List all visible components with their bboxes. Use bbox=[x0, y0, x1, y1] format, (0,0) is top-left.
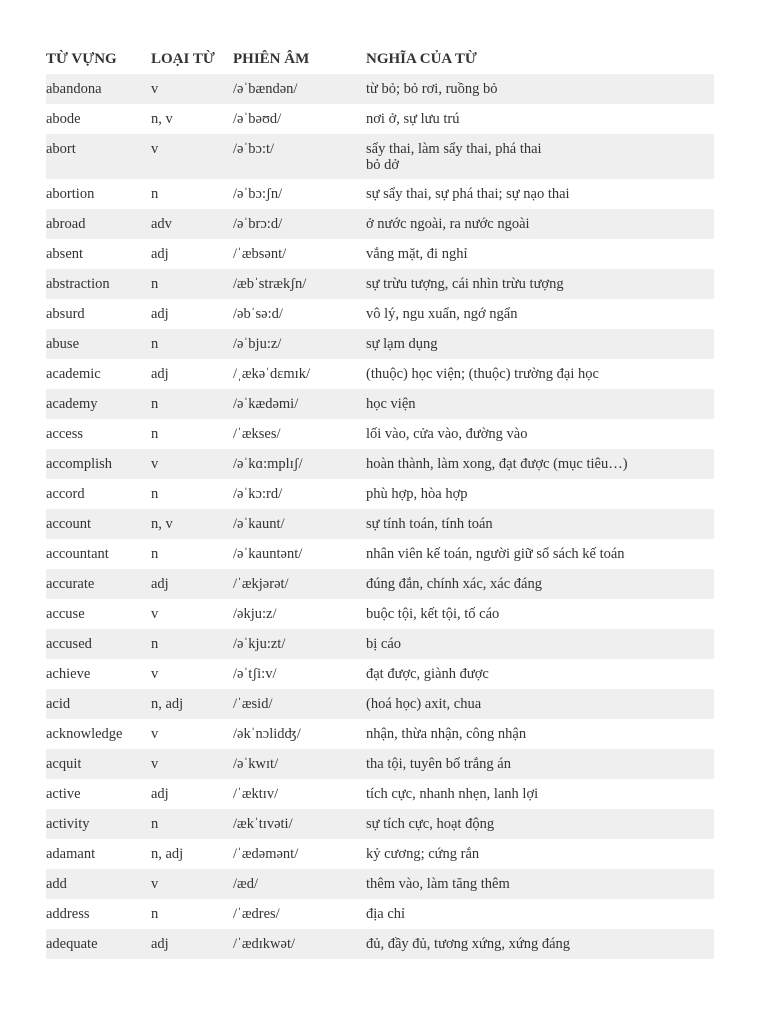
meaning-cell: nơi ở, sự lưu trú bbox=[366, 111, 460, 127]
meaning-cell: đạt được, giành được bbox=[366, 666, 489, 682]
pronunciation-cell: /əˈkju:zt/ bbox=[233, 629, 366, 659]
word-type-cell: v bbox=[151, 449, 233, 479]
word-type-cell: adj bbox=[151, 306, 169, 322]
pronunciation-cell: /ˈækses/ bbox=[233, 426, 281, 442]
pronunciation-cell: /ˈædres/ bbox=[233, 906, 280, 922]
word-type-cell: v bbox=[151, 869, 233, 899]
word-cell: acquit bbox=[46, 749, 151, 779]
word-type-cell: n bbox=[151, 486, 159, 502]
word-cell: absurd bbox=[46, 306, 85, 322]
pronunciation-cell: /əˈkædəmi/ bbox=[233, 389, 366, 419]
meaning-cell: ở nước ngoài, ra nước ngoài bbox=[366, 209, 714, 239]
meaning-cell: vắng mặt, đi nghỉ bbox=[366, 246, 468, 262]
word-type-cell: v bbox=[151, 749, 233, 779]
word-type-cell: adj bbox=[151, 366, 169, 382]
pronunciation-cell: /æd/ bbox=[233, 869, 366, 899]
word-cell: abode bbox=[46, 111, 81, 127]
table-row bbox=[46, 899, 714, 929]
table-row bbox=[46, 104, 714, 134]
word-type-cell: n bbox=[151, 389, 233, 419]
table-row bbox=[46, 134, 714, 179]
pronunciation-cell: /æbˈstrækʃn/ bbox=[233, 269, 366, 299]
pronunciation-cell: /ækˈtɪvəti/ bbox=[233, 809, 366, 839]
word-type-cell: v bbox=[151, 666, 159, 682]
meaning-cell: đúng đắn, chính xác, xác đáng bbox=[366, 569, 714, 599]
pronunciation-cell: /ˈækjərət/ bbox=[233, 569, 366, 599]
table-row bbox=[46, 719, 714, 749]
meaning-cell: địa chỉ bbox=[366, 906, 406, 922]
meaning-cell: nhân viên kế toán, người giữ sổ sách kế toán bbox=[366, 546, 625, 562]
word-cell: access bbox=[46, 426, 84, 442]
word-type-cell: v bbox=[151, 134, 233, 179]
vocabulary-rows bbox=[46, 74, 714, 959]
meaning-cell: kỷ cương; cứng rắn bbox=[366, 846, 480, 862]
pronunciation-cell: /əˈbændən/ bbox=[233, 74, 366, 104]
meaning-cell: sự tích cực, hoạt động bbox=[366, 809, 714, 839]
table-row bbox=[46, 389, 714, 419]
table-row bbox=[46, 629, 714, 659]
word-type-cell: n, adj bbox=[151, 689, 233, 719]
word-type-cell: n bbox=[151, 426, 159, 442]
table-row bbox=[46, 929, 714, 959]
word-cell: academy bbox=[46, 389, 151, 419]
table-row bbox=[46, 659, 714, 689]
pronunciation-cell: /ˈæbsənt/ bbox=[233, 246, 287, 262]
word-cell: accord bbox=[46, 486, 85, 502]
meaning-cell: lối vào, cửa vào, đường vào bbox=[366, 426, 528, 442]
pronunciation-cell: /ˈæktɪv/ bbox=[233, 786, 279, 802]
meaning-line: sẩy thai, làm sẩy thai, phá thai bbox=[366, 141, 542, 157]
word-type-cell: n bbox=[151, 809, 233, 839]
word-cell: absent bbox=[46, 246, 84, 262]
meaning-cell: hoàn thành, làm xong, đạt được (mục tiêu…) bbox=[366, 449, 714, 479]
word-type-cell: adj bbox=[151, 569, 233, 599]
word-cell: accomplish bbox=[46, 449, 151, 479]
word-cell: academic bbox=[46, 366, 101, 382]
table-row bbox=[46, 479, 714, 509]
header-pronunciation: PHIÊN ÂM bbox=[233, 50, 310, 67]
word-type-cell: n bbox=[151, 186, 159, 202]
word-cell: abroad bbox=[46, 209, 151, 239]
word-type-cell: n bbox=[151, 269, 233, 299]
meaning-cell: từ bỏ; bỏ rơi, ruồng bỏ bbox=[366, 74, 714, 104]
meaning-cell: sự tính toán, tính toán bbox=[366, 509, 714, 539]
meaning-cell: sự trừu tượng, cái nhìn trừu tượng bbox=[366, 269, 714, 299]
meaning-cell: sự lạm dụng bbox=[366, 329, 714, 359]
pronunciation-cell: /əbˈsə:d/ bbox=[233, 306, 283, 322]
meaning-cell bbox=[366, 134, 714, 179]
table-row bbox=[46, 179, 714, 209]
meaning-cell: bị cáo bbox=[366, 629, 714, 659]
meaning-cell: đủ, đầy đủ, tương xứng, xứng đáng bbox=[366, 929, 714, 959]
meaning-cell: phù hợp, hòa hợp bbox=[366, 486, 468, 502]
word-cell: abandona bbox=[46, 74, 151, 104]
meaning-line: bỏ dở bbox=[366, 157, 400, 173]
meaning-cell: sự sẩy thai, sự phá thai; sự nạo thai bbox=[366, 186, 570, 202]
table-row bbox=[46, 599, 714, 629]
header-meaning: NGHĨA CỦA TỪ bbox=[366, 50, 477, 67]
pronunciation-cell: /əˈbju:z/ bbox=[233, 329, 366, 359]
table-row bbox=[46, 809, 714, 839]
pronunciation-cell: /ˈædəmənt/ bbox=[233, 846, 299, 862]
meaning-cell: nhận, thừa nhận, công nhận bbox=[366, 726, 527, 742]
header-row bbox=[46, 44, 714, 74]
table-row bbox=[46, 839, 714, 869]
pronunciation-cell: /əkˈnɔlidʤ/ bbox=[233, 726, 301, 742]
table-row bbox=[46, 869, 714, 899]
meaning-cell: buộc tội, kết tội, tố cáo bbox=[366, 606, 500, 622]
word-cell: accuse bbox=[46, 606, 85, 622]
table-row bbox=[46, 689, 714, 719]
word-type-cell: n bbox=[151, 629, 233, 659]
meaning-cell: thêm vào, làm tăng thêm bbox=[366, 869, 714, 899]
word-type-cell: v bbox=[151, 606, 159, 622]
word-cell: acknowledge bbox=[46, 726, 123, 742]
word-type-cell: n, v bbox=[151, 111, 173, 127]
table-row bbox=[46, 749, 714, 779]
header-type: LOẠI TỪ bbox=[151, 50, 215, 67]
meaning-cell: tích cực, nhanh nhẹn, lanh lợi bbox=[366, 786, 539, 802]
word-type-cell: adv bbox=[151, 209, 233, 239]
word-cell: adequate bbox=[46, 929, 151, 959]
table-row bbox=[46, 209, 714, 239]
word-type-cell: v bbox=[151, 726, 159, 742]
pronunciation-cell: /ˌækəˈdɛmɪk/ bbox=[233, 366, 310, 382]
word-cell: abortion bbox=[46, 186, 95, 202]
word-type-cell: n, v bbox=[151, 509, 233, 539]
pronunciation-cell: /əˈkauntənt/ bbox=[233, 546, 303, 562]
meaning-cell: học viện bbox=[366, 389, 714, 419]
word-cell: account bbox=[46, 509, 151, 539]
pronunciation-cell: /ˈæsid/ bbox=[233, 689, 366, 719]
meaning-cell: vô lý, ngu xuẩn, ngớ ngẩn bbox=[366, 306, 518, 322]
word-cell: accountant bbox=[46, 546, 109, 562]
word-cell: abort bbox=[46, 134, 151, 179]
pronunciation-cell: /əˈkɑ:mplɪʃ/ bbox=[233, 449, 366, 479]
table-row bbox=[46, 449, 714, 479]
word-cell: accurate bbox=[46, 569, 151, 599]
word-type-cell: n bbox=[151, 906, 159, 922]
word-type-cell: n bbox=[151, 329, 233, 359]
table-row bbox=[46, 239, 714, 269]
table-row bbox=[46, 779, 714, 809]
word-type-cell: n, adj bbox=[151, 846, 184, 862]
word-type-cell: adj bbox=[151, 246, 169, 262]
word-cell: accused bbox=[46, 629, 151, 659]
table-row bbox=[46, 74, 714, 104]
pronunciation-cell: /əˈtʃi:v/ bbox=[233, 666, 277, 682]
word-cell: adamant bbox=[46, 846, 96, 862]
pronunciation-cell: /əˈkwɪt/ bbox=[233, 749, 366, 779]
vocabulary-table bbox=[46, 44, 714, 959]
table-row bbox=[46, 509, 714, 539]
pronunciation-cell: /əkju:z/ bbox=[233, 606, 277, 622]
word-cell: achieve bbox=[46, 666, 91, 682]
word-type-cell: adj bbox=[151, 929, 233, 959]
pronunciation-cell: /əˈkɔ:rd/ bbox=[233, 486, 283, 502]
table-row bbox=[46, 329, 714, 359]
word-type-cell: v bbox=[151, 74, 233, 104]
word-cell: abuse bbox=[46, 329, 151, 359]
table-row bbox=[46, 569, 714, 599]
header-word: TỪ VỰNG bbox=[46, 50, 117, 67]
table-row bbox=[46, 359, 714, 389]
pronunciation-cell: /ˈædɪkwət/ bbox=[233, 929, 366, 959]
table-row bbox=[46, 269, 714, 299]
word-cell: acid bbox=[46, 689, 151, 719]
meaning-cell: (hoá học) axit, chua bbox=[366, 689, 714, 719]
pronunciation-cell: /əˈkaunt/ bbox=[233, 509, 366, 539]
word-cell: activity bbox=[46, 809, 151, 839]
word-type-cell: n bbox=[151, 546, 159, 562]
pronunciation-cell: /əˈbɔ:t/ bbox=[233, 134, 366, 179]
table-row bbox=[46, 539, 714, 569]
word-cell: address bbox=[46, 906, 90, 922]
meaning-cell: (thuộc) học viện; (thuộc) trường đại học bbox=[366, 366, 599, 382]
word-cell: active bbox=[46, 786, 81, 802]
word-cell: add bbox=[46, 869, 151, 899]
word-cell: abstraction bbox=[46, 269, 151, 299]
pronunciation-cell: /əˈbɔ:ʃn/ bbox=[233, 186, 283, 202]
pronunciation-cell: /əˈbəʊd/ bbox=[233, 111, 282, 127]
word-type-cell: adj bbox=[151, 786, 169, 802]
pronunciation-cell: /əˈbrɔ:d/ bbox=[233, 209, 366, 239]
table-row bbox=[46, 419, 714, 449]
table-row bbox=[46, 299, 714, 329]
meaning-cell: tha tội, tuyên bố trắng án bbox=[366, 749, 714, 779]
